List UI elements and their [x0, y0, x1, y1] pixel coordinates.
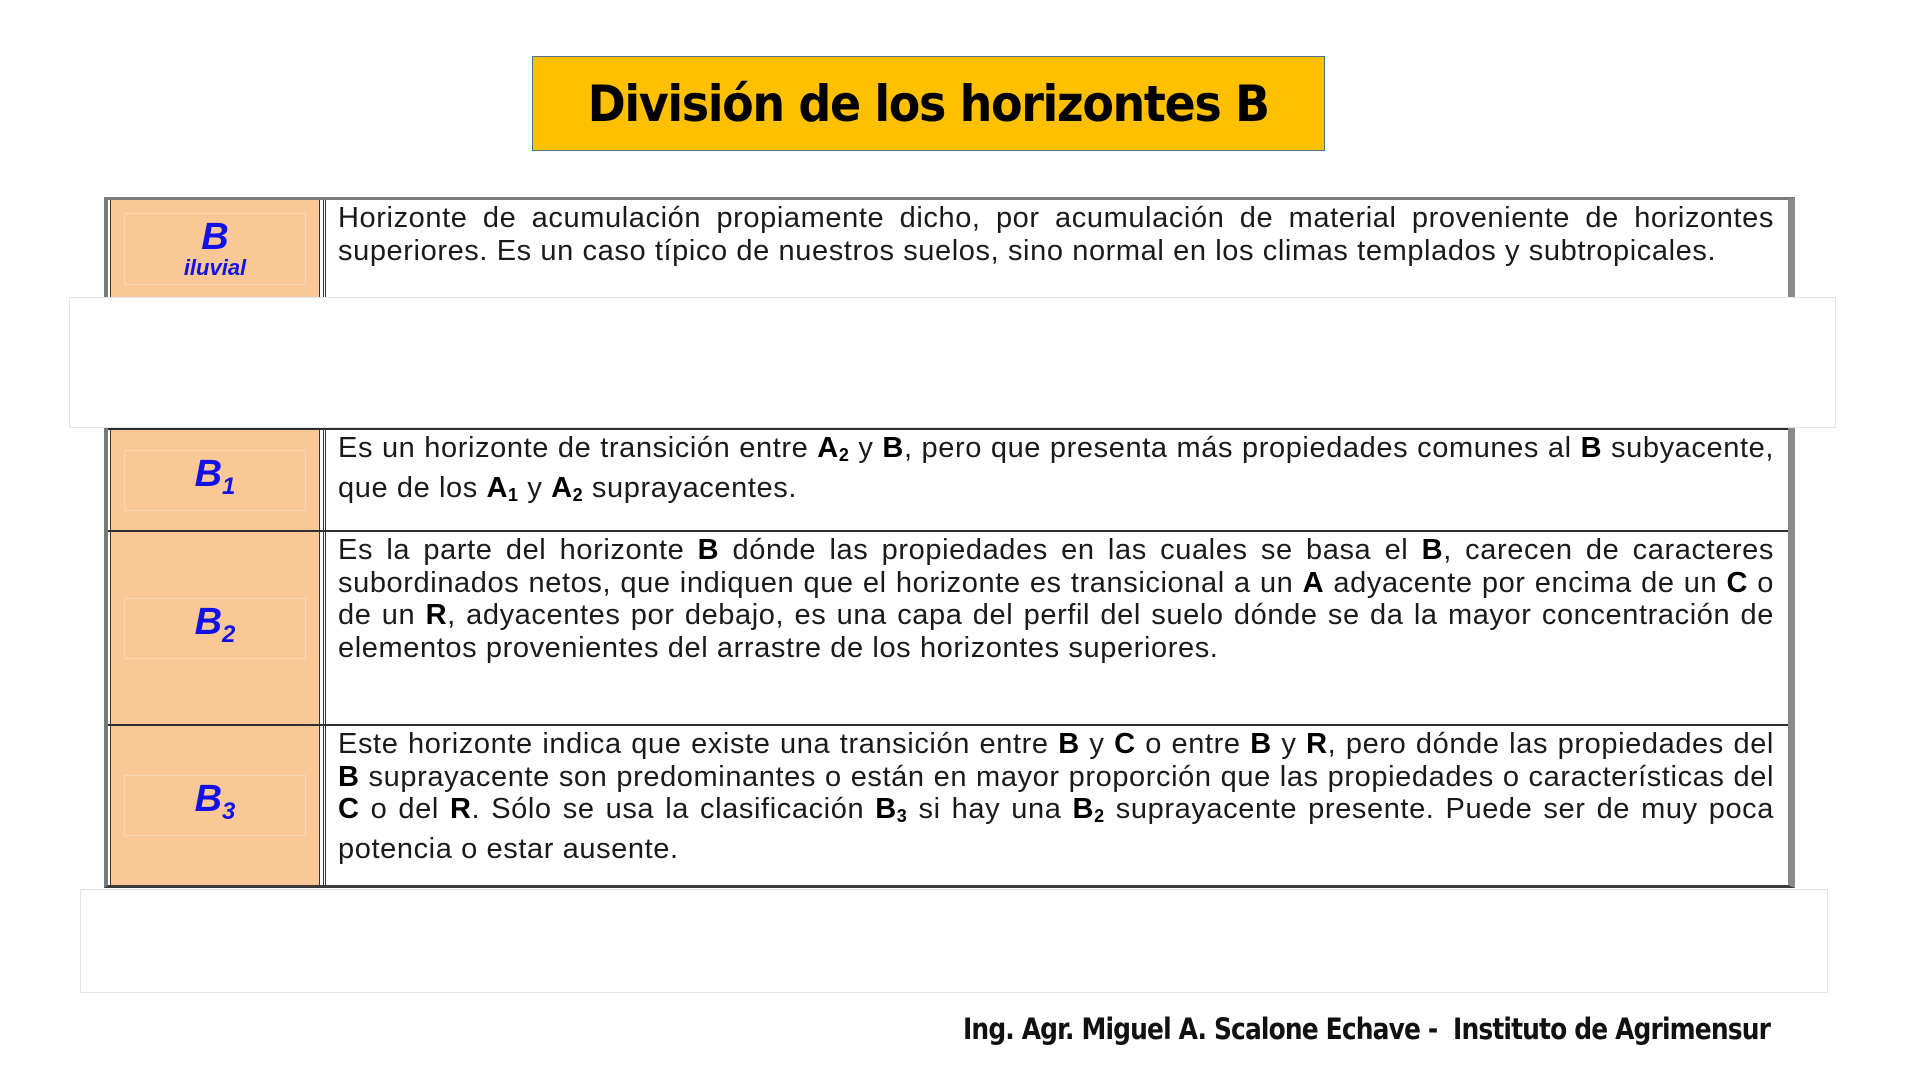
row-label-letter: B	[194, 600, 223, 643]
horizon-symbol: $A_2$	[551, 471, 584, 505]
table-row-b3	[108, 726, 1788, 885]
horizon-symbol: R	[1306, 728, 1328, 760]
row-label-subscript: 3	[222, 798, 236, 825]
row-label-letter: B	[194, 778, 223, 820]
row-label-subscript: 1	[222, 472, 236, 500]
slide-title-box	[532, 56, 1325, 151]
table-row-b1	[108, 430, 1788, 532]
horizon-symbol: $B_3$	[875, 793, 908, 827]
row-label-letter: B	[194, 452, 223, 495]
label-box	[124, 213, 306, 285]
horizon-symbol: B	[697, 534, 720, 566]
row-description: Horizonte de acumulación propiamente dicho, por acumulación de material proveniente de horizontes superiores. Es un caso típico de nuestros suelos, sino normal en los climas templados y subtropicales.	[323, 200, 1786, 428]
cover-box-bottom	[80, 889, 1828, 993]
horizon-symbol: C	[1114, 728, 1136, 760]
row-description: Este horizonte indica que existe una transición entre B y C o entre B y R, pero dónde las propiedades del B suprayacente son predominantes o están en mayor proporción que las propiedades o características del C o del R. Sólo se usa la clasificación $B_3$ si hay una $B_2$ suprayacente presente. Puede ser de muy poca potencia o estar ausente.	[323, 726, 1786, 885]
label-cell	[110, 532, 320, 724]
table-row-b2	[108, 532, 1788, 726]
label-cell	[110, 726, 320, 885]
horizon-symbol: B	[1250, 728, 1272, 760]
horizon-symbol: B	[1058, 728, 1080, 760]
label-box	[124, 450, 306, 511]
row-label	[195, 780, 236, 831]
row-description: Es un horizonte de transición entre $A_2$ y B, pero que presenta más propiedades comunes al B subyacente, que de los $A_1$ y $A_2$ suprayacentes.	[323, 430, 1786, 530]
horizon-symbol: B	[1421, 534, 1444, 566]
horizon-symbol: $B_2$	[1072, 793, 1105, 827]
horizon-symbol: B	[1580, 432, 1603, 464]
horizon-symbol: A	[1302, 566, 1325, 599]
horizon-symbol: B	[338, 760, 360, 793]
horizon-symbol: C	[1726, 566, 1749, 599]
horizon-symbol: $A_1$	[486, 471, 519, 505]
row-label-subscript: 2	[222, 620, 236, 648]
row-label: B	[201, 216, 229, 258]
horizon-symbol: R	[425, 599, 448, 632]
horizon-symbol: B	[882, 432, 904, 464]
horizon-symbol: $A_2$	[817, 432, 850, 465]
row-description: Es la parte del horizonte B dónde las propiedades en las cuales se basa el B, carecen de caracteres subordinados netos, que indiquen que el horizonte es transicional a un A adyacente por encima de un C o de un R, adyacentes por debajo, es una capa del perfil del suelo dónde se da la mayor concentración de elementos provenientes del arrastre de los horizontes superiores.	[323, 532, 1786, 724]
cover-box-top	[69, 297, 1836, 428]
slide-title: División de los horizontes B	[587, 74, 1270, 133]
label-cell	[110, 430, 320, 530]
horizon-symbol: C	[338, 793, 360, 826]
horizon-symbol: R	[449, 793, 472, 826]
label-cell	[110, 200, 320, 298]
author-footer: Ing. Agr. Miguel A. Scalone Echave - Instituto de Agrimensur	[963, 1012, 1771, 1046]
label-box	[124, 598, 306, 659]
label-box	[124, 775, 306, 836]
row-label	[194, 600, 236, 654]
row-label	[194, 452, 236, 506]
row-sublabel: iluvial	[183, 255, 247, 280]
